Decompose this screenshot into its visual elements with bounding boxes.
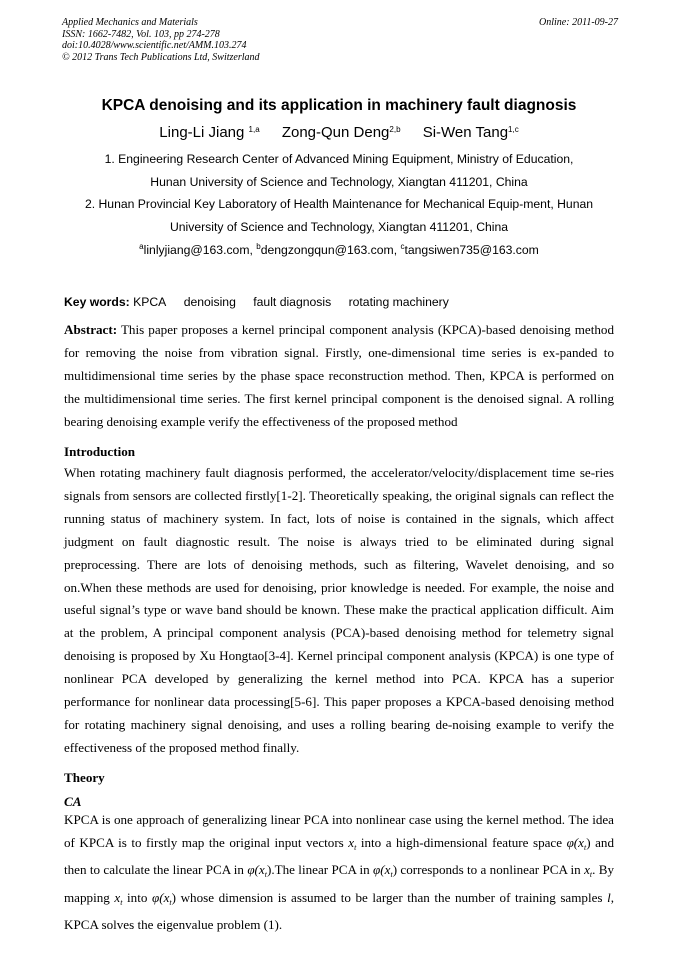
author: Ling-Li Jiang $^{1,a}$ xyxy=(159,124,260,141)
email[interactable]: dengzongqun@163.com, xyxy=(260,243,401,257)
paper-title: KPCA denoising and its application in machinery fault diagnosis xyxy=(101,97,577,114)
introduction-heading: Introduction xyxy=(64,444,136,459)
affiliation-line: 2. Hunan Provincial Key Laboratory of Health Maintenance for Mechanical Equip-ment, Hunan xyxy=(84,197,594,211)
copyright: © 2012 Trans Tech Publications Ltd, Switzerland xyxy=(62,51,260,63)
author: Zong-Qun Deng$^{2,b}$ xyxy=(281,124,401,141)
abstract-text: This paper proposes a kernel principal component analysis (KPCA)-based denoising method for removing the noise from vibration signal. Firstly, one-dimensional time series is ex-panded to multidimensional time series by the phase space reconstruction method. Then, KPCA is performed on the multidimensional time series. The first kernel principal component is the denoised signal. A rolling bearing denoising example verify the effectiveness of the proposed method xyxy=(64,322,614,429)
affiliation-line: 1. Engineering Research Center of Advanced Mining Equipment, Ministry of Education, xyxy=(104,152,574,166)
journal-header xyxy=(62,17,618,63)
keyword: fault diagnosis xyxy=(253,295,332,309)
section-subheading: CA xyxy=(64,794,82,809)
author-list xyxy=(0,124,678,141)
email-line: $^a$linlyjiang@163.com, $^b$dengzongqun@163.com, $^c$tangsiwen735@163.com xyxy=(139,242,539,257)
affiliation-line: University of Science and Technology, Xiangtan 411201, China xyxy=(169,220,509,234)
abstract xyxy=(64,319,614,434)
doi: doi:10.4028/www.scientific.net/AMM.103.274 xyxy=(62,40,247,51)
journal-name: Applied Mechanics and Materials xyxy=(62,17,198,28)
theory-text: KPCA is one approach of generalizing linear PCA into nonlinear case using the kernel method. The idea of KPCA is to firstly map the original input vectors $x_t$ into a high-dimensional feature space $\varphi(x_t)$ and then to calculate the linear PCA in $\varphi(x_t).The$ linear PCA in $\varphi(x_t)$ corresponds to a nonlinear PCA in $x_t$. By mapping $x_t$ into $\varphi(x_t)$ whose dimension is assumed to be larger than the number of training samples l, KPCA solves the eigenvalue problem (1). xyxy=(64,812,615,933)
theory-heading: Theory xyxy=(64,770,105,785)
keywords xyxy=(64,295,449,309)
abstract-label: Abstract: xyxy=(64,322,118,337)
issn: ISSN: 1662-7482, Vol. 103, pp 274-278 xyxy=(62,28,220,40)
author: Si-Wen Tang$^{1,c}$ xyxy=(422,124,519,141)
email[interactable]: tangsiwen735@163.com xyxy=(404,243,539,257)
introduction-text: When rotating machinery fault diagnosis performed, the accelerator/velocity/displacement time se-ries signals from sensors are collected firstly[1-2]. Theoretically speaking, the original signals can reflect the running status of machinery system. In fact, lots of noise is contained in the signals, which affect judgment on fault diagnostic result. The noise is always tried to be eliminated during signal preprocessing. There are lots of denoising methods, such as filtering, Wavelet denoising, and so on.When these methods are used for denoising, prior knowledge is needed. For example, the noise and useful signal’s type or wave band should be known. These make the practical application difficult. Aim at the problem, A principal component analysis (PCA)-based denoising method for telemetry signal denoising is proposed by Xu Hongtao[3-4]. Kernel principal component analysis (KPCA) is one type of nonlinear PCA developed by generalizing the kernel method into PCA. KPCA has a superior performance for nonlinear data processing[5-6]. This paper proposes a KPCA-based denoising method for rotating machinery signal denoising, and uses a rolling bearing de-noising example to verify the effectiveness of the proposed method finally. xyxy=(64,465,614,755)
keyword: denoising xyxy=(183,295,236,309)
email[interactable]: linlyjiang@163.com, xyxy=(143,243,257,257)
affiliation-line: Hunan University of Science and Technology, Xiangtan 411201, China xyxy=(150,175,528,189)
online-date: Online: 2011-09-27 xyxy=(539,17,618,28)
keywords-label: Key words: xyxy=(64,295,130,309)
keyword: rotating machinery xyxy=(348,295,449,309)
keyword: KPCA xyxy=(133,295,167,309)
